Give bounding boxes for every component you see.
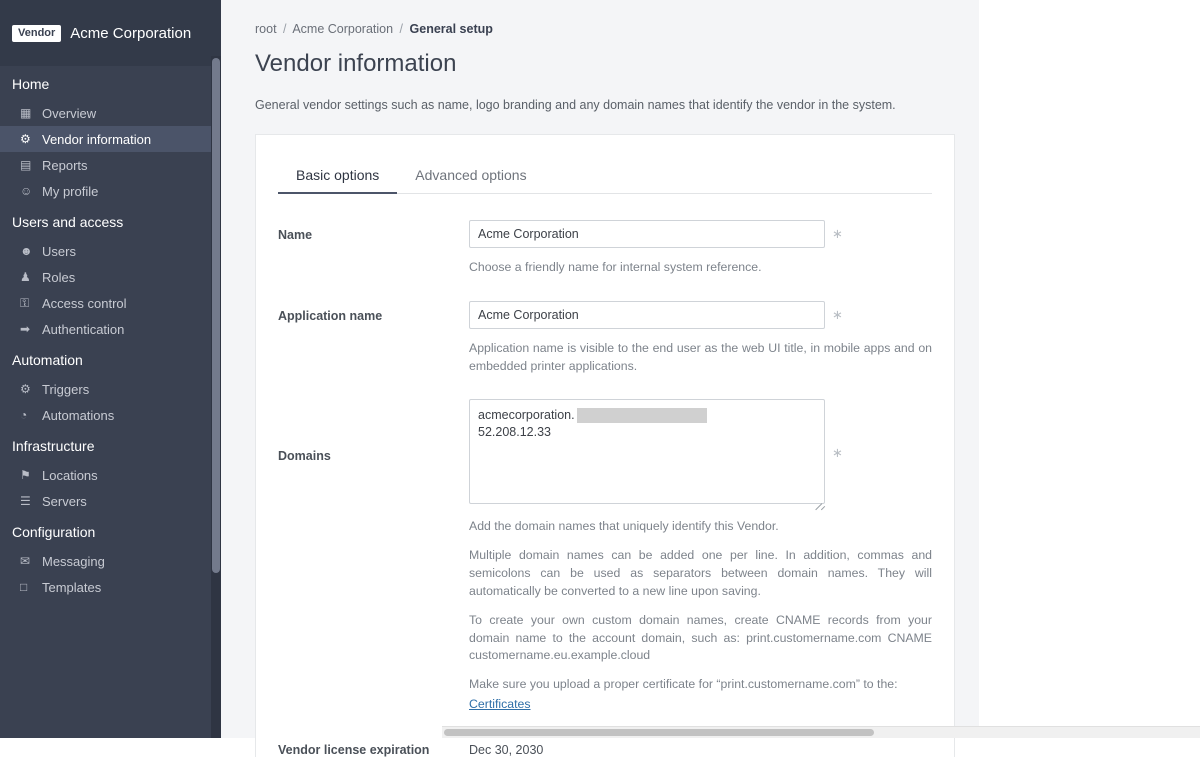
main-content [221,0,979,757]
breadcrumb-current: General setup [409,22,493,36]
license-expiration-label: Vendor license expiration [278,743,430,757]
application-name-field-wrap [469,301,932,376]
sidebar-item-label: Authentication [42,321,125,337]
breadcrumb-separator: / [283,22,287,36]
sidebar-item-vendor-information[interactable] [0,126,221,152]
tab-advanced-options[interactable]: Advanced options [415,167,527,183]
required-marker: ∗ [832,445,843,461]
sidebar-item-roles[interactable] [0,264,221,290]
sidebar-item-label: Triggers [42,381,90,397]
form-row-application-name [278,301,932,376]
sidebar-item-templates[interactable] [0,574,221,600]
name-hint: Choose a friendly name for internal system reference. [469,260,762,274]
server-icon: ☰ [20,494,31,508]
vendor-badge: Vendor [12,25,61,42]
page-header [221,0,979,112]
license-expiration-value-wrap [469,735,932,757]
horizontal-scrollbar-track[interactable] [442,726,1200,738]
name-label: Name [278,228,313,242]
sidebar-scrollbar-thumb[interactable] [212,58,220,573]
trigger-icon: ⚙ [20,382,31,396]
lock-icon: ⚿ [20,296,30,310]
sidebar-section-configuration: Configuration [12,524,96,540]
sidebar-item-label: Vendor information [42,131,152,147]
sidebar-item-label: Templates [42,579,102,595]
redaction-overlay [577,408,707,423]
dashboard-icon: ▦ [20,106,32,120]
sidebar-item-access-control[interactable] [0,290,221,316]
sidebar-item-triggers[interactable] [0,376,221,402]
report-icon: ▤ [20,158,32,172]
breadcrumb-separator: / [399,22,404,36]
roles-icon: ♟ [20,270,31,284]
sidebar-item-messaging[interactable] [0,548,221,574]
sidebar-section-automation: Automation [12,352,83,368]
sidebar-section-users-and-access: Users and access [12,214,124,230]
sidebar-item-locations[interactable] [0,462,221,488]
name-field-wrap [469,220,932,277]
application-name-input[interactable] [469,301,825,329]
settings-card [255,134,955,757]
form-row-license-expiration [278,735,932,757]
required-marker: ∗ [832,306,843,322]
sidebar-item-label: Roles [42,269,76,285]
sidebar-item-label: Reports [42,157,88,173]
horizontal-scrollbar-thumb[interactable] [444,729,874,736]
domains-label: Domains [278,449,331,464]
sidebar-item-label: Servers [42,493,87,509]
certificates-link[interactable]: Certificates [469,697,531,712]
sidebar-item-label: My profile [42,183,99,199]
map-pin-icon: ⚑ [20,468,31,482]
sidebar-header [0,0,221,66]
vendor-name-label: Acme Corporation [70,24,192,42]
breadcrumb-vendor[interactable]: Acme Corporation [292,22,394,36]
sidebar-item-label: Messaging [42,553,105,569]
sidebar-section-home: Home [12,76,50,92]
domains-hint-1: Add the domain names that uniquely identify this Vendor. [469,519,779,534]
sidebar-item-users[interactable] [0,238,221,264]
application-name-hint: Application name is visible to the end user as the web UI title, in mobile apps and on embedded printer applications. [469,340,932,373]
automation-icon: ◔ [20,408,28,422]
tab-bar [278,135,932,194]
spacer [278,277,932,301]
sidebar [0,0,221,738]
spacer [278,375,932,399]
domains-hint-4 [469,676,932,694]
domains-hint-2: Multiple domain names can be added one per line. In addition, commas and semicolons can be used as separators between domain names. They will automatically be converted to a new line upon saving. [469,548,932,598]
page-description: General vendor settings such as name, logo branding and any domain names that identify the vendor in the system. [255,98,896,112]
gear-icon: ⚙ [20,132,31,146]
sidebar-item-label: Overview [42,105,97,121]
tab-basic-options[interactable]: Basic options [278,157,397,194]
application-name-label: Application name [278,308,383,323]
sidebar-item-label: Access control [42,295,127,311]
login-icon: ➡ [20,322,31,336]
vendor-information-form [278,194,932,757]
breadcrumb [255,22,945,36]
form-row-domains [278,399,932,711]
sidebar-nav [0,66,221,600]
sidebar-item-label: Users [42,243,76,259]
page-title: Vendor information [255,50,457,77]
document-icon: □ [20,580,28,594]
domains-textarea-wrap [469,399,825,507]
license-expiration-value: Dec 30, 2030 [469,743,544,757]
sidebar-item-reports[interactable] [0,152,221,178]
sidebar-item-label: Automations [42,407,115,423]
sidebar-item-my-profile[interactable] [0,178,221,204]
sidebar-section-infrastructure: Infrastructure [12,438,95,454]
envelope-icon: ✉ [20,554,31,568]
sidebar-item-overview[interactable] [0,100,221,126]
users-icon: ☻ [20,244,33,258]
sidebar-item-label: Locations [42,467,98,483]
sidebar-item-servers[interactable] [0,488,221,514]
form-row-name [278,220,932,277]
required-marker: ∗ [832,226,843,241]
domains-hint-4-text: Make sure you upload a proper certificate for “print.customername.com” to the: [469,677,898,692]
breadcrumb-root[interactable]: root [255,22,277,36]
sidebar-item-automations[interactable] [0,402,221,428]
domains-hint-3: To create your own custom domain names, create CNAME records from your domain name to the account domain, such as: print.customername.com CNAME customername.eu.example.cloud [469,612,932,663]
name-input[interactable] [469,220,825,248]
domains-field-wrap [469,399,932,711]
sidebar-item-authentication[interactable] [0,316,221,342]
user-icon: ☺ [20,184,33,198]
